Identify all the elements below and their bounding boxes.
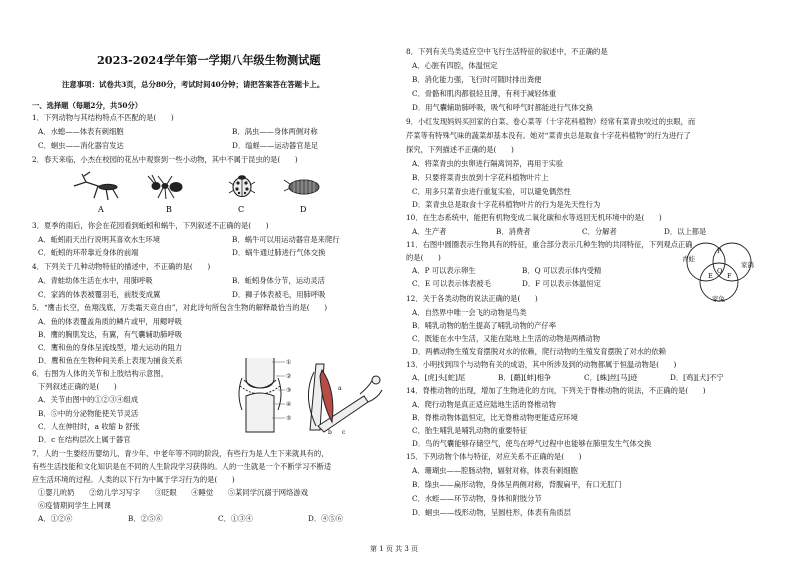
q11-line1: 11．右图中圆圈表示生物具有的特征，重合部分表示几种生物的共同特征，下列观点正确 — [406, 240, 693, 249]
q14-option-b: B．脊椎动物体温恒定，比无脊椎动物更能适应环境 — [412, 413, 578, 422]
fig-label-3: ③ — [286, 387, 292, 394]
q4-option-a: A．青蛙幼体生活在水中，用肺呼吸 — [38, 276, 153, 285]
q3-stem: 3．夏季的雨后，你会在花园看到蚯蚓和蜗牛，下列叙述不正确的是( ) — [32, 221, 269, 230]
q7-option-a: A．①②⑥ — [38, 514, 73, 523]
joint-diagram — [239, 358, 281, 432]
q1-option-a: A．水螅——体表有刺细胞 — [38, 127, 124, 136]
q9-option-b: B．只要将菜青虫放到十字花科植物叶片上 — [412, 173, 549, 182]
q10-option-d: D．以上都是 — [664, 227, 707, 236]
q7-option-b: B．②⑤⑥ — [128, 514, 163, 523]
q15-option-c: C．水蛭——环节动物，身体和附肢分节 — [412, 494, 542, 503]
fig-label-b: b — [328, 429, 332, 436]
q5-option-a: A．鱼的体表覆盖角质的鳞片或甲，用鳃呼吸 — [38, 317, 182, 326]
q12-option-c: C．既能在水中生活，又能在陆地上生活的动物是两栖动物 — [412, 334, 601, 343]
fig-label-4: ④ — [286, 401, 292, 408]
q13-option-b: B．[鹬][蚌]相争 — [498, 373, 552, 382]
q10-option-c: C．分解者 — [582, 227, 617, 236]
q11-option-a: A．P 可以表示卵生 — [412, 266, 476, 275]
q6-stem-line1: 6．右图为人体的关节和上肢结构示意图， — [32, 369, 168, 378]
q11-option-c: C．E 可以表示体表被毛 — [412, 279, 491, 288]
q6-option-d: D．c 在结构层次上属于器官 — [38, 435, 131, 444]
q4-option-b: B．蚯蚓身体分节，运动灵活 — [232, 276, 325, 285]
q6-option-a: A．关节由图中的①②③④组成 — [38, 395, 139, 404]
q11-option-b: B．Q 可以表示体内受精 — [522, 266, 602, 275]
q5-stem: 5．“鹰击长空，鱼翔浅底，万类霜天竞自由”，对此诗句所包含生物的解释最恰当的是( ) — [32, 303, 328, 312]
q15-option-b: B．绦虫——扁形动物，身体呈两侧对称，背腹扁平，有口无肛门 — [412, 480, 622, 489]
q14-option-a: A．爬行动物是真正适应陆地生活的脊椎动物 — [412, 400, 556, 409]
q13-option-d: D．[鸡][犬]不宁 — [670, 373, 724, 382]
venn-diagram — [676, 240, 762, 306]
q3-option-c: C．蚯蚓的环带靠近身体的前端 — [38, 248, 139, 257]
q7-line1: 7．人的一生要经历婴幼儿、青少年、中老年等不同的阶段，有些行为是人生下来就具有的， — [32, 449, 329, 458]
exam-notice: 注意事项：试卷共3页，总分80分，考试时间40分钟；请把答案答在答题卡上。 — [62, 80, 325, 89]
arm-diagram — [308, 364, 382, 432]
joint-and-arm-figure — [232, 356, 392, 436]
q1-option-c: C．蛔虫——消化器官发达 — [38, 141, 124, 150]
venn-label-frog: 青蛙 — [682, 255, 695, 263]
fig-label-5: ⑤ — [286, 415, 292, 422]
q10-option-b: B．消费者 — [496, 227, 531, 236]
q15-option-d: D．蛔虫——线形动物，呈圆柱形，体表有角质层 — [412, 508, 572, 517]
page-footer: 第 1 页 共 3 页 — [370, 545, 419, 553]
venn-letter-p: P — [717, 247, 722, 255]
q6-stem-line2: 下列叙述正确的是( ) — [38, 382, 117, 391]
q9-line3: 探究，下列描述不正确的是( ) — [406, 145, 514, 154]
q5-option-b: B．鹰的胸肌发达，有翼，有气囊辅助肺呼吸 — [38, 330, 183, 339]
venn-label-rabbit: 家兔 — [712, 295, 725, 303]
q14-stem: 14．脊椎动物的出现，增加了生物进化的方向，下列关于脊椎动物的说法，不正确的是( ) — [406, 386, 706, 395]
venn-letter-e: E — [708, 272, 713, 280]
q4-option-c: C．家鸽的体表被覆羽毛，前肢变成翼 — [38, 290, 161, 299]
q15-option-a: A．珊瑚虫——腔肠动物，辐射对称，体表有刺细胞 — [412, 466, 578, 475]
q15-stem: 15．下列动物个体与特征，对应关系不正确的是( ) — [406, 452, 582, 461]
mantis-image — [74, 172, 118, 200]
q9-option-c: C．用多只菜青虫进行重复实验，可以避免偶然性 — [412, 187, 571, 196]
q7-options-line2: ⑥疫情期间学生上网课 — [38, 501, 111, 510]
pillbug-image — [284, 180, 319, 194]
section-heading: 一、选择题（每题2分，共50分） — [32, 101, 143, 110]
q2-stem: 2．春天来临，小杰在校园的花丛中观察到一些小动物，其中不属于昆虫的是( ) — [32, 155, 298, 164]
q13-stem: 13．小明找到四个与动物有关的成语，其中所涉及到的动物都属于恒温动物是( ) — [406, 360, 677, 369]
q9-line1: 9．小红发现妈妈买回家的白菜、卷心菜等（十字花科植物）经常有菜青虫咬过的虫眼，而 — [406, 117, 696, 126]
q10-option-a: A．生产者 — [412, 227, 447, 236]
q7-option-c: C．①③④ — [218, 514, 253, 523]
q12-option-b: B．哺乳动物的胎生提高了哺乳动物的产仔率 — [412, 321, 557, 330]
fig-label-2: ② — [286, 373, 292, 380]
q9-option-d: D．菜青虫总是取食十字花科植物叶片的行为是先天性行为 — [412, 200, 601, 209]
q8-option-a: A．心脏有四腔，体温恒定 — [412, 61, 498, 70]
q8-option-d: D．用气囊辅助肺呼吸，吸气和呼气时都能进行气体交换 — [412, 103, 593, 112]
venn-label-pigeon: 家鸽 — [741, 261, 754, 269]
q14-option-c: C．胎生哺乳是哺乳动物的重要特征 — [412, 426, 528, 435]
q12-option-d: D．两栖动物生殖发育摆脱对水的依赖，爬行动物的生殖发育摆脱了对水的依赖 — [412, 347, 666, 356]
q2-label-a: A — [98, 205, 104, 214]
venn-letter-f: F — [727, 272, 732, 280]
q8-option-b: B．消化能力强，飞行时可随时排出粪便 — [412, 75, 542, 84]
q6-option-c: C．人在伸肘时，a 收缩 b 舒张 — [38, 422, 140, 431]
q3-option-a: A．蚯蚓雨天出行说明其喜欢水生环境 — [38, 235, 161, 244]
q14-option-d: D．鸟的气囊能够存储空气，使鸟在呼气过程中也能够在肺里发生气体交换 — [412, 439, 652, 448]
q3-option-d: D．蜗牛通过肺进行气体交换 — [232, 248, 326, 257]
q3-option-b: B．蜗牛可以用运动器官是来爬行 — [232, 235, 340, 244]
q2-label-c: C — [238, 205, 245, 214]
q8-option-c: C．骨骼和肌肉都很轻且薄，有利于减轻体重 — [412, 89, 557, 98]
q1-stem: 1．下列动物与其结构特点不匹配的是( ) — [32, 113, 174, 122]
q2-label-d: D — [300, 205, 307, 214]
q9-option-a: A．将菜青虫的虫卵进行隔离饲养，再用于实验 — [412, 159, 564, 168]
q1-option-d: D．缢蛏——运动器官是足 — [232, 141, 319, 150]
venn-letter-q: Q — [717, 267, 723, 275]
q11-line2: 的是( ) — [406, 253, 441, 262]
q8-stem: 8．下列有关鸟类适应空中飞行生活特征的叙述中，不正确的是 — [406, 47, 608, 56]
q10-stem: 10．在生态系统中，能把有机物变成二氧化碳和水等返回无机环境中的是( ) — [406, 213, 662, 222]
q7-line3: 应生活环境的过程。人类的以下行为中属于学习行为的是( ) — [32, 475, 235, 484]
q7-options-line1: ①婴儿吮奶 ②幼儿学习写字 ③眨眼 ④睡觉 ⑤某同学沉溺于网络游戏 — [38, 488, 308, 497]
q5-option-d: D．鹰和鱼在生物种间关系上表现为捕食关系 — [38, 356, 183, 365]
fig-label-1: ① — [286, 359, 292, 366]
ladybug-image — [229, 175, 255, 196]
q4-option-d: D．狮子体表被毛，用肺呼吸 — [232, 290, 326, 299]
fig-label-c: c — [342, 429, 346, 436]
q1-option-b: B．涡虫——身体两侧对称 — [232, 127, 318, 136]
q7-option-d: D．④⑤⑥ — [308, 514, 344, 523]
q11-option-d: D．F 可以表示体温恒定 — [522, 279, 601, 288]
q4-stem: 4．下列关于几种动物特征的描述中，不正确的是( ) — [32, 262, 211, 271]
q13-option-a: A．[虎]头[蛇]尾 — [412, 373, 466, 382]
q7-line2: 有些生活技能和文化知识是在不同的人生阶段学习获得的。人的一生就是一个不断学习不断适 — [32, 462, 332, 471]
q2-insect-figures — [68, 168, 338, 216]
q9-line2: 芹菜等有特殊气味的蔬菜却基本没有。她对“菜青虫总是取食十字花科植物”的行为进行了 — [406, 131, 691, 140]
exam-title: 2023-2024学年第一学期八年级生物测试题 — [97, 53, 321, 67]
q13-option-c: C．[蛛]丝[马]迹 — [584, 373, 638, 382]
q6-option-b: B．⑤中的分泌物能使关节灵活 — [38, 409, 139, 418]
ant-image — [148, 175, 182, 199]
q12-stem: 12．关于各类动物的说法正确的是( ) — [406, 294, 538, 303]
q5-option-c: C．鹰和鱼的身体呈流线型，增大运动的阻力 — [38, 343, 183, 352]
q12-option-a: A．自然界中唯一会飞的动物是鸟类 — [412, 308, 527, 317]
q2-label-b: B — [166, 205, 172, 214]
fig-label-a: a — [338, 385, 342, 392]
